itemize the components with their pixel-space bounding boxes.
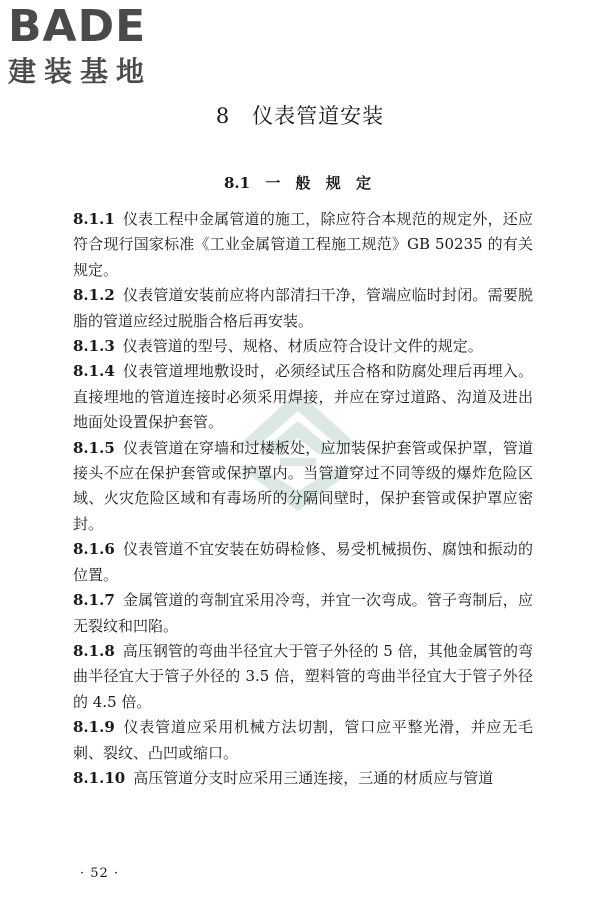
clause-text: 仪表管道埋地敷设时，必须经试压合格和防腐处理后再埋入。直接埋地的管道连接时必须采用焊接，并应在穿过道路、沟道及进出地面处设置保护套管。 — [73, 362, 533, 432]
clause-text: 金属管道的弯制宜采用冷弯，并宜一次弯成。管子弯制后，应无裂纹和凹陷。 — [73, 591, 533, 635]
clause-number: 8.1.3 — [73, 337, 115, 356]
section-title — [0, 172, 600, 193]
logo-wordmark: BADE — [8, 1, 147, 52]
clause-text: 仪表管道安装前应将内部清扫干净，管端应临时封闭。需要脱脂的管道应经过脱脂合格后再安装。 — [73, 286, 533, 330]
clause-number: 8.1.5 — [73, 438, 115, 457]
chapter-title: 8 仪表管道安装 — [215, 104, 385, 128]
clause-text: 仪表管道在穿墙和过楼板处，应加装保护套管或保护罩，管道接头不应在保护套管或保护罩内。当管道穿过不同等级的爆炸危险区域、火灾危险区域和有毒场所的分隔间壁时，保护套管或保护罩应密封。 — [73, 438, 533, 533]
clause — [73, 537, 533, 588]
clause — [73, 359, 533, 435]
section-number: 8.1 — [223, 174, 251, 192]
clause-number: 8.1.1 — [73, 210, 115, 228]
clause-number: 8.1.9 — [73, 718, 115, 737]
clause-number: 8.1.10 — [73, 768, 126, 787]
clause-text: 仪表管道的型号、规格、材质应符合设计文件的规定。 — [122, 337, 483, 356]
clause — [73, 715, 533, 766]
clause-number: 8.1.2 — [73, 286, 115, 305]
clause-list — [73, 207, 533, 791]
clause-text: 高压管道分支时应采用三通连接，三通的材质应与管道 — [133, 768, 494, 787]
clause — [73, 436, 533, 538]
clause — [73, 283, 533, 334]
clause — [73, 334, 533, 359]
logo — [8, 1, 178, 88]
clause-number: 8.1.7 — [73, 591, 115, 610]
clause-text: 仪表管道不宜安装在妨碍检修、易受机械损伤、腐蚀和振动的位置。 — [73, 540, 533, 584]
clause — [73, 207, 533, 283]
clause-text: 高压钢管的弯曲半径宜大于管子外径的 5 倍，其他金属管的弯曲半径宜大于管子外径的 3.5 倍，塑料管的弯曲半径宜大于管子外径的 4.5 倍。 — [73, 641, 533, 711]
clause — [73, 766, 533, 791]
section-label: 一 般 规 定 — [265, 174, 376, 192]
clause-number: 8.1.6 — [73, 540, 115, 559]
clause-number: 8.1.8 — [73, 641, 115, 660]
clause — [73, 639, 533, 715]
clause-text: 仪表工程中金属管道的施工，除应符合本规范的规定外，还应符合现行国家标准《工业金属管道工程施工规范》GB 50235 的有关规定。 — [73, 210, 533, 279]
logo-subtitle: 建装基地 — [8, 55, 153, 88]
clause-text: 仪表管道应采用机械方法切割，管口应平整光滑，并应无毛刺、裂纹、凸凹或缩口。 — [73, 718, 533, 762]
clause-number: 8.1.4 — [73, 362, 115, 381]
page-number: · 52 · — [80, 866, 120, 881]
clause — [73, 588, 533, 639]
